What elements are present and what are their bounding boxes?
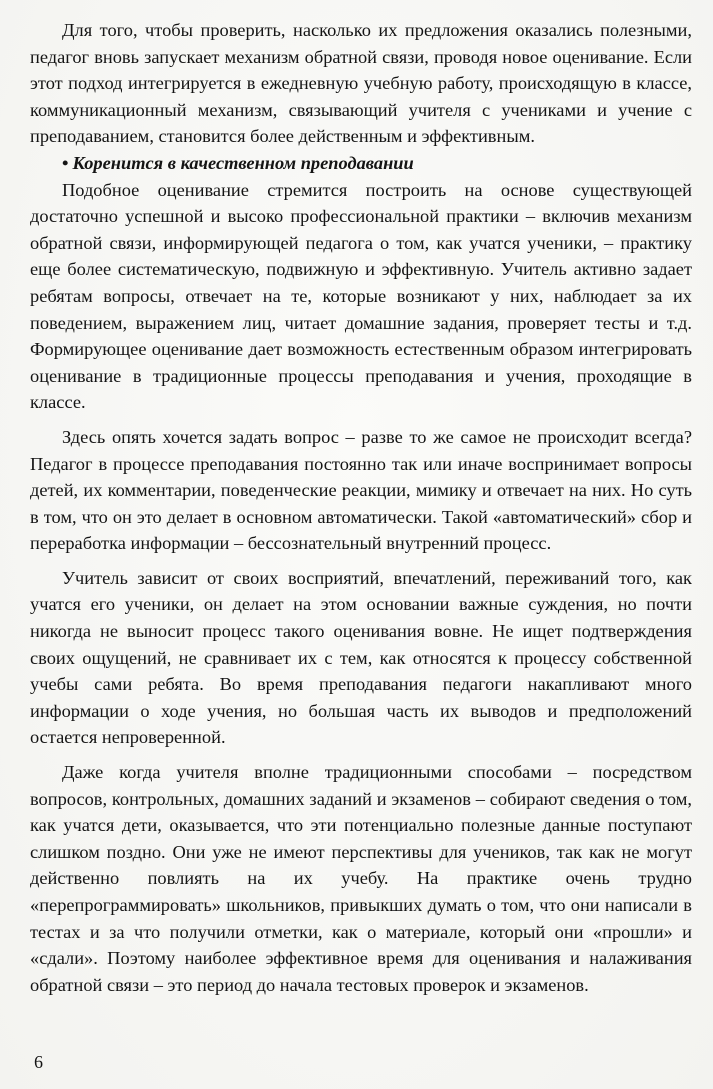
heading-bullet: • xyxy=(62,152,69,173)
heading-text: Коренится в качественном преподавании xyxy=(72,152,414,173)
paragraph-1: Для того, чтобы проверить, насколько их предложения оказались полезными, педагог вновь запускает механизм обратной связи, проводя новое оценивание. Если этот подход интегрируется в ежедневную учебную работу, происходящую в классе, коммуникационный механизм, связывающий учителя с учениками и учение с преподаванием, становится более действенным и эффективным. xyxy=(30,20,692,147)
body-text xyxy=(30,17,692,998)
page-number: 6 xyxy=(34,1052,43,1072)
paragraph-5: Даже когда учителя вполне традиционными способами – посредством вопросов, контрольных, домашних заданий и экзаменов – собирают сведения о том, как учатся дети, оказывается, что эти потенциально полезные данные поступают слишком поздно. Они уже не имеют перспективы для учеников, так как не могут действенно повлиять на их учебу. На практике очень трудно «перепрограммировать» школьников, привыкших думать о том, что они написали в тестах и за что получили отметки, как о материале, который они «прошли» и «сдали». Поэтому наиболее эффективное время для оценивания и налаживания обратной связи – это период до начала тестовых проверок и экзаменов. xyxy=(30,762,692,995)
section-heading xyxy=(30,150,692,177)
paragraph-4: Учитель зависит от своих восприятий, впечатлений, переживаний того, как учатся его ученики, он делает на этом основании важные суждения, но почти никогда не выносит процесс такого оценивания вовне. Не ищет подтверждения своих ощущений, не сравнивает их с тем, как относятся к процессу собственной учебы сами ребята. Во время преподавания педагоги накапливают много информации о ходе учения, но большая часть их выводов и предположений остается непроверенной. xyxy=(30,567,692,748)
paragraph-2: Подобное оценивание стремится построить на основе существующей достаточно успешной и высоко профессиональной практики – включив механизм обратной связи, информирующей педагога о том, как учатся ученики, – практику еще более систематическую, подвижную и эффективную. Учитель активно задает ребятам вопросы, отвечает на те, которые возникают у них, наблюдает за их поведением, выражением лиц, читает домашние задания, проверяет тесты и т.д. Формирующее оценивание дает возможность естественным образом интегрировать оценивание в традиционные процессы преподавания и учения, проходящие в классе. xyxy=(30,179,692,413)
paragraph-3: Здесь опять хочется задать вопрос – разве то же самое не происходит всегда? Педагог в процессе преподавания постоянно так или иначе воспринимает вопросы детей, их комментарии, поведенческие реакции, мимику и отвечает на них. Но суть в том, что он это делает в основном автоматически. Такой «автоматический» сбор и переработка информации – бессознательный внутренний процесс. xyxy=(30,426,692,554)
